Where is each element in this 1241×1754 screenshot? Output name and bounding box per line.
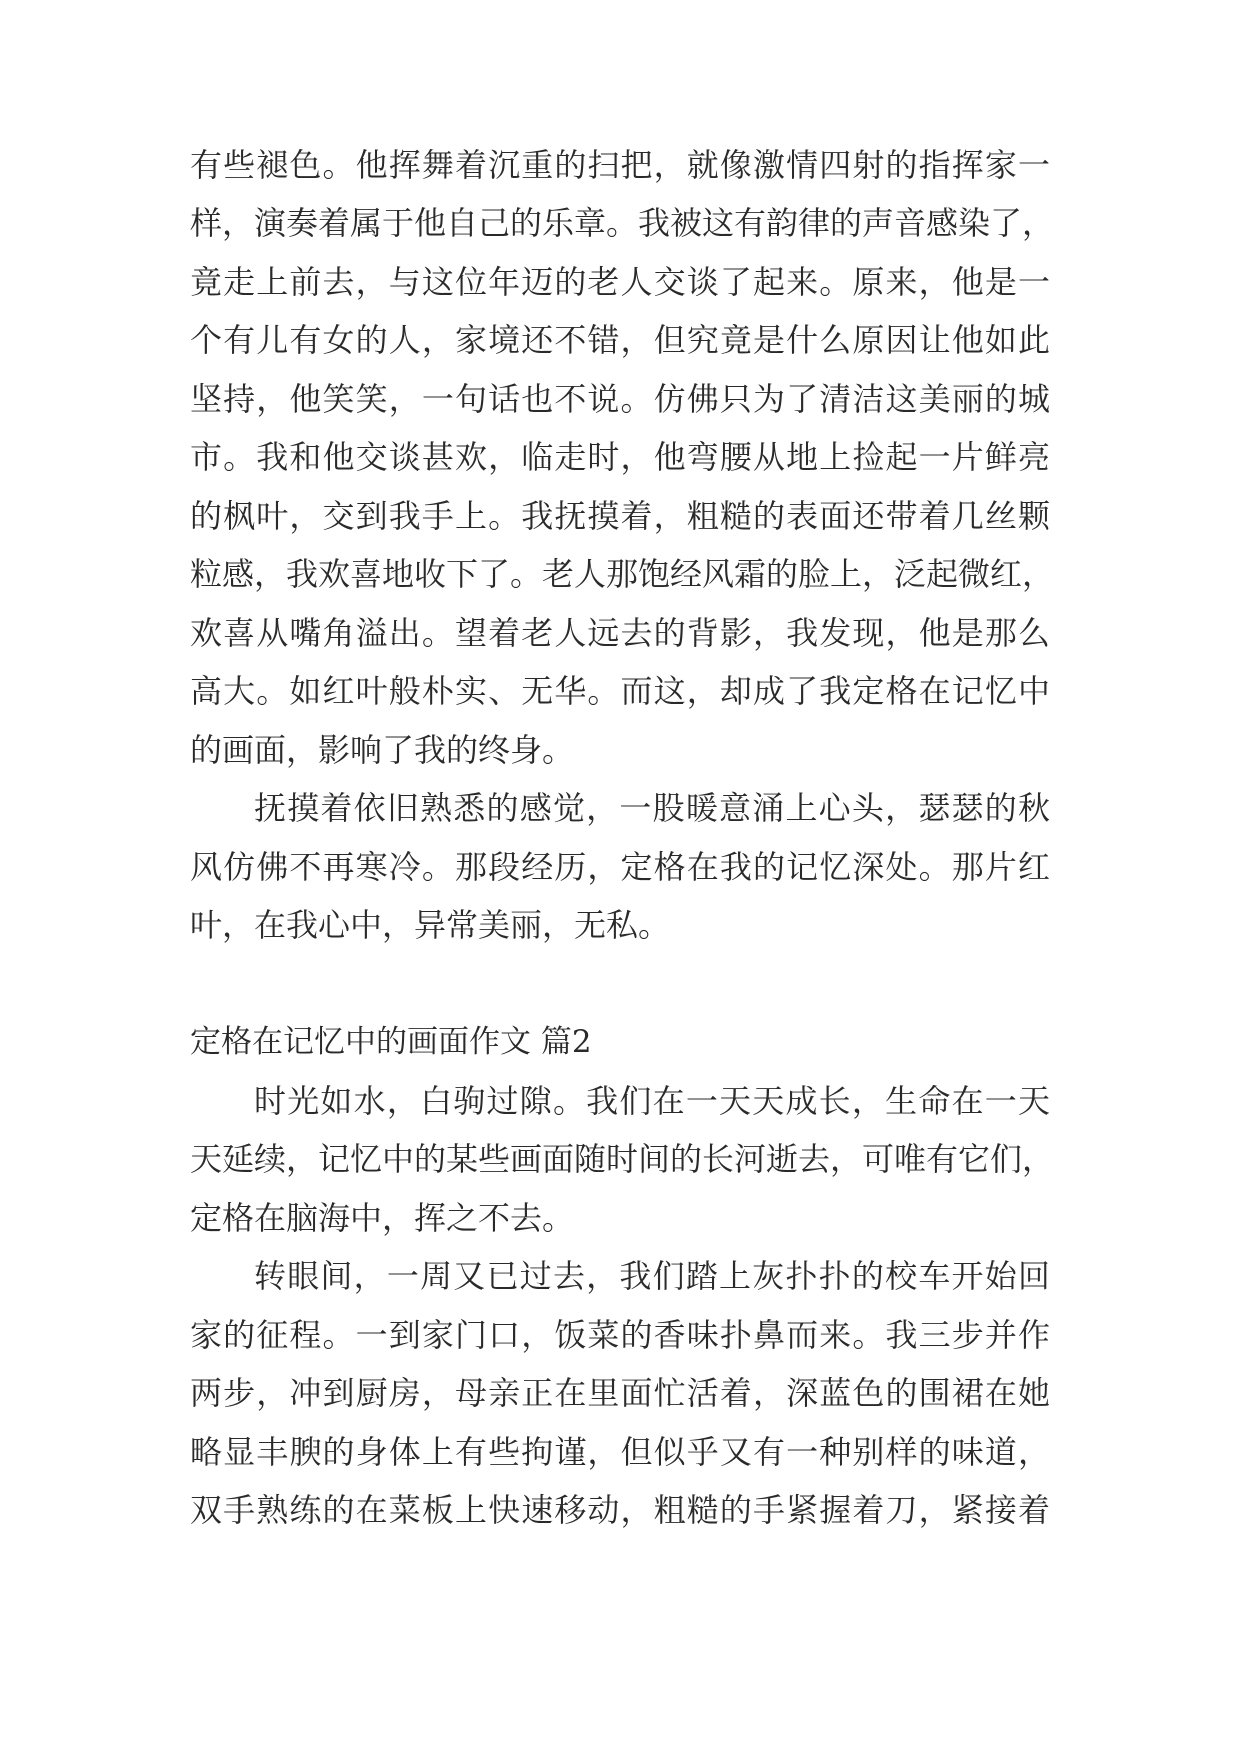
text-line: 天延续，记忆中的某些画面随时间的长河逝去，可唯有它们， (190, 1140, 1055, 1178)
text-line: 定格在脑海中，挥之不去。 (190, 1199, 575, 1237)
text-line: 叶，在我心中，异常美丽，无私。 (190, 906, 671, 944)
text-line: 欢喜从嘴角溢出。望着老人远去的背影，我发现，他是那么 (190, 614, 1050, 652)
text-line: 样，演奏着属于他自己的乐章。我被这有韵律的声音感染了， (190, 204, 1055, 242)
text-line: 时光如水，白驹过隙。我们在一天天成长，生命在一天 (254, 1082, 1050, 1120)
text-line: 家的征程。一到家门口，饭菜的香味扑鼻而来。我三步并作 (190, 1316, 1050, 1354)
text-line: 个有儿有女的人，家境还不错，但究竟是什么原因让他如此 (190, 321, 1050, 359)
text-line: 竟走上前去，与这位年迈的老人交谈了起来。原来，他是一 (190, 263, 1050, 301)
text-line: 有些褪色。他挥舞着沉重的扫把，就像激情四射的指挥家一 (190, 146, 1050, 184)
text-line: 市。我和他交谈甚欢，临走时，他弯腰从地上捡起一片鲜亮 (190, 438, 1050, 476)
text-line: 的画面，影响了我的终身。 (190, 731, 575, 769)
text-line: 两步，冲到厨房，母亲正在里面忙活着，深蓝色的围裙在她 (190, 1374, 1050, 1412)
text-line: 的枫叶，交到我手上。我抚摸着，粗糙的表面还带着几丝颗 (190, 497, 1050, 535)
text-line: 转眼间，一周又已过去，我们踏上灰扑扑的校车开始回 (254, 1257, 1050, 1295)
text-line: 粒感，我欢喜地收下了。老人那饱经风霜的脸上，泛起微红， (190, 555, 1055, 593)
text-line: 高大。如红叶般朴实、无华。而这，却成了我定格在记忆中 (190, 672, 1050, 710)
text-line: 略显丰腴的身体上有些拘谨，但似乎又有一种别样的味道， (190, 1433, 1050, 1471)
text-line: 风仿佛不再寒冷。那段经历，定格在我的记忆深处。那片红 (190, 848, 1050, 886)
text-line: 双手熟练的在菜板上快速移动，粗糙的手紧握着刀，紧接着 (190, 1491, 1050, 1529)
text-line: 抚摸着依旧熟悉的感觉，一股暖意涌上心头，瑟瑟的秋 (254, 789, 1050, 827)
section-heading: 定格在记忆中的画面作文 篇2 (190, 1024, 592, 1060)
text-line: 坚持，他笑笑，一句话也不说。仿佛只为了清洁这美丽的城 (190, 380, 1050, 418)
